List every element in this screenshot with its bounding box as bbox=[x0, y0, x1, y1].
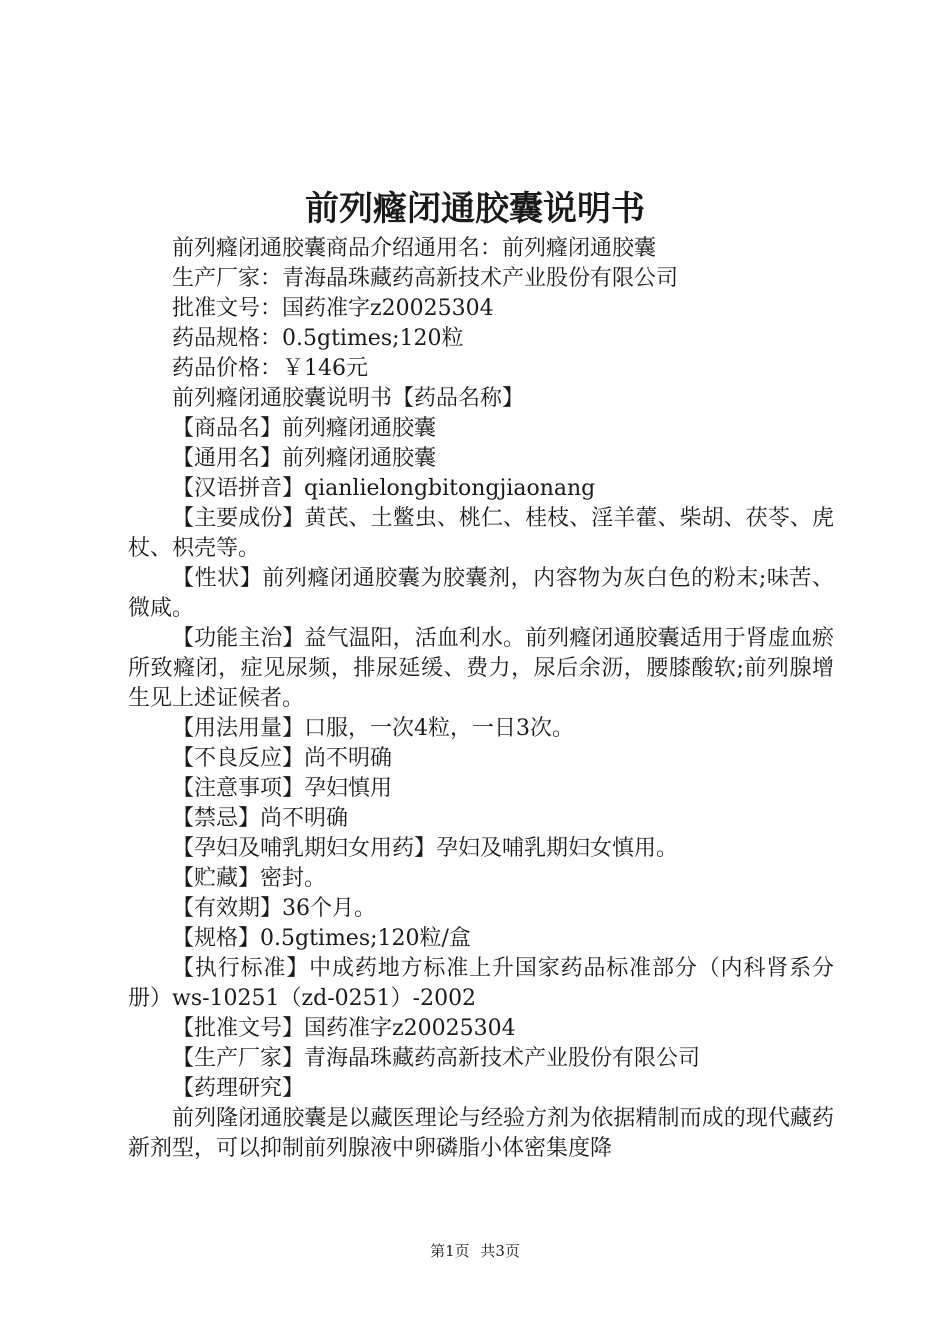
paragraph: 【生产厂家】青海晶珠藏药高新技术产业股份有限公司 bbox=[172, 1046, 701, 1071]
paragraph: 【商品名】前列癃闭通胶囊 bbox=[172, 416, 437, 441]
paragraph: 【性状】前列癃闭通胶囊为胶囊剂，内容物为灰白色的粉末;味苦、微咸。 bbox=[128, 566, 834, 621]
paragraph: 【禁忌】尚不明确 bbox=[172, 806, 349, 831]
document-title: 前列癃闭通胶囊说明书 bbox=[305, 189, 645, 229]
paragraph: 生产厂家：青海晶珠藏药高新技术产业股份有限公司 bbox=[172, 266, 679, 291]
paragraph: 【注意事项】孕妇慎用 bbox=[172, 776, 393, 801]
paragraph: 【药理研究】 bbox=[172, 1076, 305, 1101]
paragraph: 【主要成份】黄芪、土鳖虫、桃仁、桂枝、淫羊藿、柴胡、茯苓、虎杖、枳壳等。 bbox=[128, 506, 834, 561]
paragraph: 【功能主治】益气温阳，活血利水。前列癃闭通胶囊适用于肾虚血瘀所致癃闭，症见尿频，排尿延缓、费力，尿后余沥，腰膝酸软;前列腺增生见上述证候者。 bbox=[128, 626, 834, 711]
paragraph: 批准文号：国药准字z20025304 bbox=[172, 296, 494, 321]
paragraph: 【执行标准】中成药地方标准上升国家药品标准部分（内科肾系分册）ws-10251（zd-0251）-2002 bbox=[128, 956, 834, 1011]
page-number: 第1页 bbox=[430, 1242, 470, 1260]
page-total: 共3页 bbox=[480, 1242, 520, 1260]
paragraph: 【贮藏】密封。 bbox=[172, 866, 327, 891]
paragraph: 【不良反应】尚不明确 bbox=[172, 746, 393, 771]
paragraph: 【批准文号】国药准字z20025304 bbox=[172, 1016, 516, 1041]
paragraph: 药品规格：0.5gtimes;120粒 bbox=[172, 326, 464, 351]
paragraph: 【孕妇及哺乳期妇女用药】孕妇及哺乳期妇女慎用。 bbox=[172, 836, 679, 861]
page-footer bbox=[0, 1240, 950, 1262]
paragraph: 【汉语拼音】qianlielongbitongjiaonang bbox=[172, 476, 596, 501]
paragraph: 前列癃闭通胶囊说明书【药品名称】 bbox=[172, 386, 525, 411]
paragraph: 前列隆闭通胶囊是以藏医理论与经验方剂为依据精制而成的现代藏药新剂型，可以抑制前列腺液中卵磷脂小体密集度降 bbox=[128, 1106, 834, 1161]
paragraph: 【规格】0.5gtimes;120粒/盒 bbox=[172, 926, 471, 951]
document-body bbox=[128, 234, 834, 1164]
paragraph: 【有效期】36个月。 bbox=[172, 896, 376, 921]
paragraph: 【通用名】前列癃闭通胶囊 bbox=[172, 446, 437, 471]
paragraph: 【用法用量】口服，一次4粒，一日3次。 bbox=[172, 716, 574, 741]
paragraph: 药品价格：￥146元 bbox=[172, 356, 368, 381]
paragraph: 前列癃闭通胶囊商品介绍通用名：前列癃闭通胶囊 bbox=[172, 236, 657, 261]
